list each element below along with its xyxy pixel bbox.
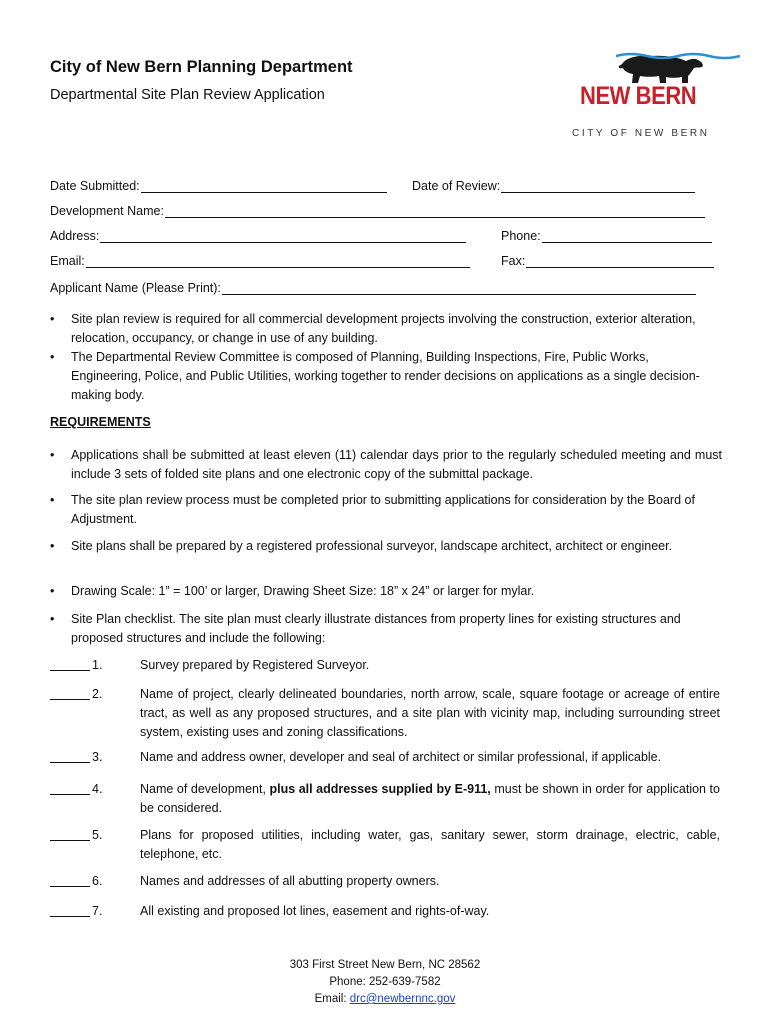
applicant-name-line[interactable]: [222, 281, 696, 295]
checklist-number: 5.: [92, 828, 103, 842]
date-of-review-line[interactable]: [501, 179, 695, 193]
footer-address: 303 First Street New Bern, NC 28562: [289, 959, 481, 971]
applicant-name-field[interactable]: [50, 281, 696, 295]
logo-tagline: CITY OF NEW BERN: [572, 128, 710, 139]
date-submitted-field[interactable]: [50, 179, 387, 193]
address-label: Address:: [50, 229, 100, 243]
check-blank[interactable]: [50, 748, 90, 763]
date-of-review-label: Date of Review:: [412, 179, 501, 193]
checklist-number: 4.: [92, 782, 103, 796]
address-line[interactable]: [100, 229, 466, 243]
list-item: • Site Plan checklist. The site plan must clearly illustrate distances from property lines for existing structures and proposed structures and include the following:: [50, 610, 722, 648]
list-item: • The site plan review process must be completed prior to submitting applications for consideration by the Board of Adjustment.: [50, 491, 722, 529]
list-item: • Applications shall be submitted at least eleven (11) calendar days prior to the regularly scheduled meeting and must include 3 sets of folded site plans and one electronic copy of the submittal package.: [50, 446, 722, 484]
page-subtitle: Departmental Site Plan Review Application: [50, 87, 325, 103]
applicant-name-label: Applicant Name (Please Print):: [50, 281, 221, 295]
emphasis-text: plus all addresses supplied by E-911,: [269, 782, 491, 796]
checklist-number: 7.: [92, 904, 103, 918]
intro-section: [50, 310, 722, 405]
email-field[interactable]: [50, 254, 470, 268]
checklist-text: Name and address owner, developer and seal of architect or similar professional, if applicable.: [140, 750, 662, 764]
fax-line[interactable]: [526, 254, 714, 268]
requirements-list: [50, 446, 722, 484]
footer-contact: [0, 957, 770, 1008]
footer-email-line: Email: drc@newbernnc.gov: [314, 993, 456, 1005]
list-item: • Drawing Scale: 1” = 100’ or larger, Drawing Sheet Size: 18” x 24” or larger for mylar.: [50, 582, 722, 601]
development-name-line[interactable]: [165, 204, 705, 218]
wave-icon: [616, 52, 740, 60]
list-item: • Site plans shall be prepared by a registered professional surveyor, landscape architect, architect or engineer.: [50, 537, 722, 556]
check-blank[interactable]: [50, 826, 90, 841]
check-blank[interactable]: [50, 780, 90, 795]
check-blank[interactable]: [50, 902, 90, 917]
phone-field[interactable]: [501, 229, 712, 243]
date-submitted-line[interactable]: [141, 179, 387, 193]
email-label: Email:: [50, 254, 85, 268]
development-name-label: Development Name:: [50, 204, 164, 218]
checklist-text: All existing and proposed lot lines, easement and rights-of-way.: [140, 904, 490, 918]
date-submitted-label: Date Submitted:: [50, 179, 140, 193]
date-of-review-field[interactable]: [412, 179, 695, 193]
check-blank[interactable]: [50, 685, 90, 700]
footer-phone: Phone: 252-639-7582: [329, 976, 441, 988]
checklist-number: 3.: [92, 750, 103, 764]
checklist-text: Plans for proposed utilities, including water, gas, sanitary sewer, storm drainage, electric, cable, telephone, etc.: [140, 828, 720, 861]
checklist-number: 6.: [92, 874, 103, 888]
phone-line[interactable]: [542, 229, 712, 243]
page-title: City of New Bern Planning Department: [50, 58, 353, 76]
requirements-heading: REQUIREMENTS: [50, 415, 151, 429]
email-link[interactable]: drc@newbernnc.gov: [349, 993, 456, 1005]
email-line[interactable]: [86, 254, 470, 268]
checklist-text: Survey prepared by Registered Surveyor.: [140, 658, 370, 672]
phone-label: Phone:: [501, 229, 541, 243]
checklist-text: Name of project, clearly delineated boundaries, north arrow, scale, square footage or acreage of entire tract, as well as any proposed structures, and a site plan with vicinity map, including surrounding street system, existing uses and zoning classifications.: [140, 687, 720, 739]
list-item: • The Departmental Review Committee is composed of Planning, Building Inspections, Fire, Public Works, Engineering, Police, and Public Utilities, working together to render decisions on applications as a single decision-making body.: [50, 348, 722, 405]
development-name-field[interactable]: [50, 204, 705, 218]
checklist-text: Names and addresses of all abutting property owners.: [140, 874, 440, 888]
check-blank[interactable]: [50, 872, 90, 887]
fax-label: Fax:: [501, 254, 526, 268]
logo-wordmark: NEW BERN: [580, 82, 697, 110]
checklist-text: Name of development, plus all addresses supplied by E-911, must be shown in order for application to be considered.: [140, 782, 720, 815]
city-logo: [568, 52, 724, 142]
check-blank[interactable]: [50, 656, 90, 671]
checklist-number: 1.: [92, 658, 103, 672]
address-field[interactable]: [50, 229, 466, 243]
list-item: • Site plan review is required for all commercial development projects involving the construction, exterior alteration, relocation, occupancy, or change in use of any building.: [50, 310, 722, 348]
fax-field[interactable]: [501, 254, 714, 268]
checklist-number: 2.: [92, 687, 103, 701]
